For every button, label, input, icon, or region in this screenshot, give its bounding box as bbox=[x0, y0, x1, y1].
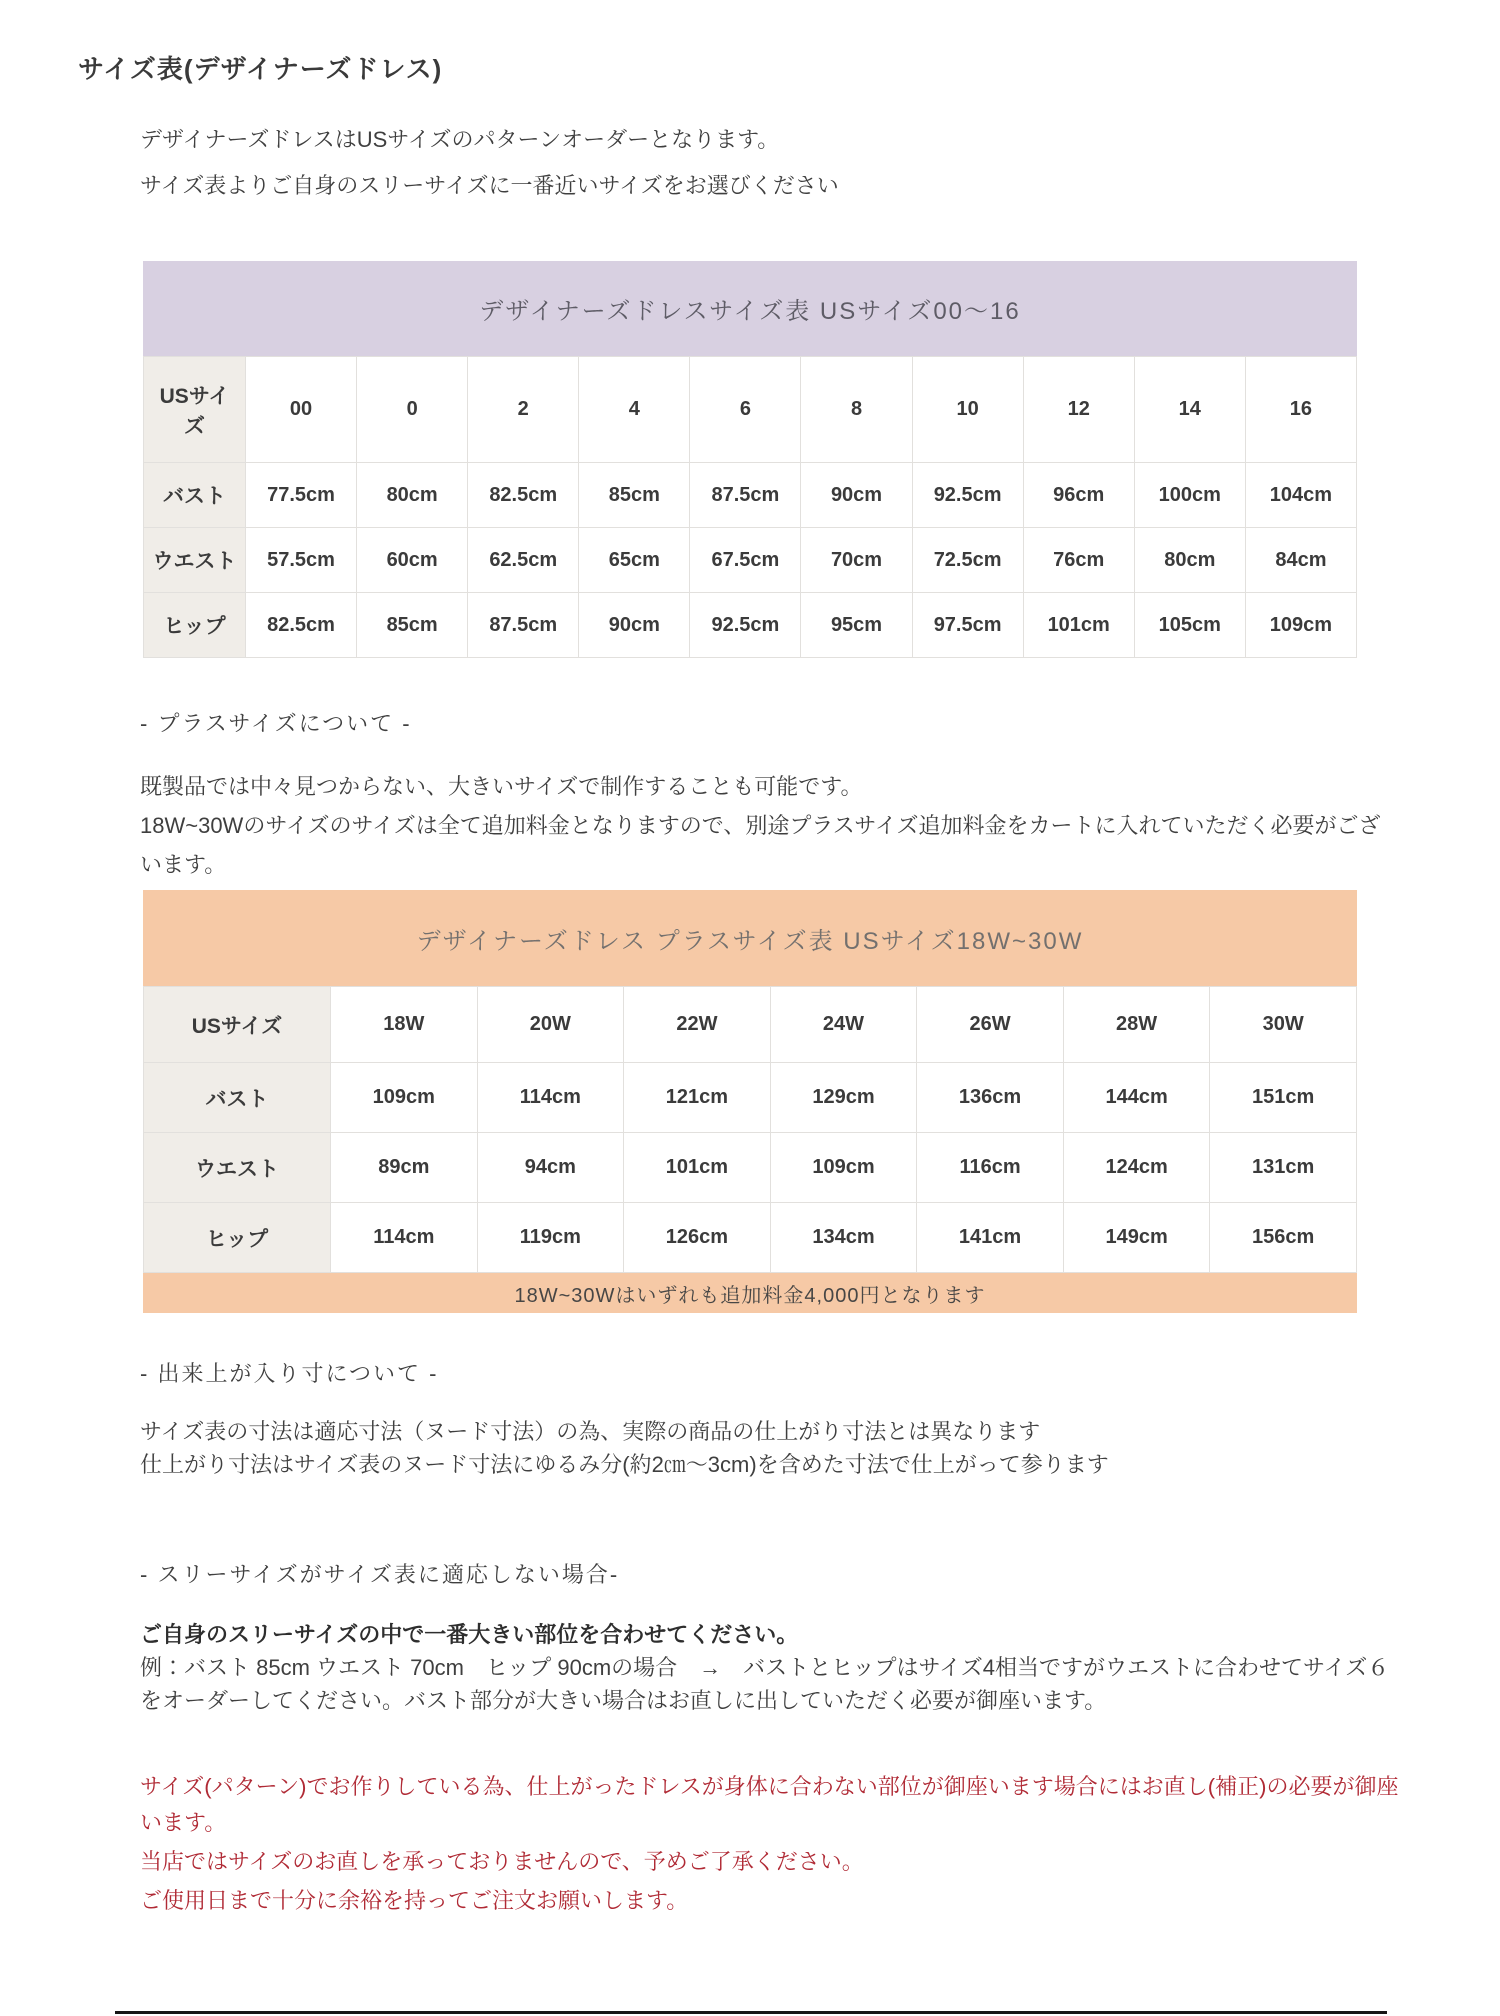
threesize-section-text bbox=[140, 1618, 1400, 1717]
size-cell: 105cm bbox=[1134, 593, 1245, 658]
size-cell: 84cm bbox=[1245, 528, 1356, 593]
intro-line-1: デザイナーズドレスはUSサイズのパターンオーダーとなります。 bbox=[140, 127, 780, 153]
size-cell: 72.5cm bbox=[912, 528, 1023, 593]
size-cell: 65cm bbox=[579, 528, 690, 593]
size-cell: 57.5cm bbox=[246, 528, 357, 593]
size-cell: 149cm bbox=[1063, 1203, 1210, 1273]
finish-text-line-2: 仕上がり寸法はサイズ表のヌード寸法にゆるみ分(約2㎝〜3cm)を含めた寸法で仕上がって参ります bbox=[140, 1452, 1109, 1478]
size-cell: 10 bbox=[912, 357, 1023, 463]
size-cell: 22W bbox=[624, 987, 771, 1063]
standard-size-table-grid bbox=[143, 356, 1357, 658]
size-cell: 20W bbox=[477, 987, 624, 1063]
row-label: ウエスト bbox=[144, 1133, 331, 1203]
plus-size-table bbox=[143, 890, 1357, 1313]
threesize-section-heading: - スリーサイズがサイズ表に適応しない場合- bbox=[140, 1562, 620, 1588]
size-cell: 2 bbox=[468, 357, 579, 463]
size-cell: 119cm bbox=[477, 1203, 624, 1273]
warning-line-3: ご使用日まで十分に余裕を持ってご注文お願いします。 bbox=[140, 1888, 689, 1914]
size-cell: 87.5cm bbox=[690, 463, 801, 528]
size-cell: 8 bbox=[801, 357, 912, 463]
size-cell: 100cm bbox=[1134, 463, 1245, 528]
size-cell: 28W bbox=[1063, 987, 1210, 1063]
size-cell: 92.5cm bbox=[912, 463, 1023, 528]
plus-size-section bbox=[0, 708, 1500, 884]
size-cell: 24W bbox=[770, 987, 917, 1063]
size-cell: 62.5cm bbox=[468, 528, 579, 593]
row-label: バスト bbox=[144, 1063, 331, 1133]
plus-table-header-banner: デザイナーズドレス プラスサイズ表 USサイズ18W~30W bbox=[143, 890, 1357, 986]
size-cell: 104cm bbox=[1245, 463, 1356, 528]
table-row bbox=[144, 463, 1357, 528]
warning-line-1: サイズ(パターン)でお作りしている為、仕上がったドレスが身体に合わない部位が御座います場合にはお直し(補正)の必要が御座います。 bbox=[140, 1774, 1399, 1836]
intro-section bbox=[0, 124, 1500, 201]
size-cell: 109cm bbox=[1245, 593, 1356, 658]
table-row bbox=[144, 528, 1357, 593]
threesize-bold-line: ご自身のスリーサイズの中で一番大きい部位を合わせてください。 bbox=[140, 1622, 799, 1648]
size-cell: 97.5cm bbox=[912, 593, 1023, 658]
table-row bbox=[144, 987, 1357, 1063]
three-size-mismatch-section bbox=[0, 1559, 1500, 1717]
standard-table-header-banner: デザイナーズドレスサイズ表 USサイズ00〜16 bbox=[143, 261, 1357, 356]
row-label: バスト bbox=[144, 463, 246, 528]
row-label: USサイズ bbox=[144, 357, 246, 463]
size-cell: 121cm bbox=[624, 1063, 771, 1133]
size-cell: 0 bbox=[357, 357, 468, 463]
size-cell: 144cm bbox=[1063, 1063, 1210, 1133]
size-cell: 92.5cm bbox=[690, 593, 801, 658]
size-cell: 85cm bbox=[579, 463, 690, 528]
size-cell: 00 bbox=[246, 357, 357, 463]
size-guide-page bbox=[0, 17, 1500, 2016]
plus-text-line-2: 18W~30Wのサイズのサイズは全て追加料金となりますので、別途プラスサイズ追加料金をカートに入れていただく必要がございます。 bbox=[140, 813, 1381, 878]
size-cell: 6 bbox=[690, 357, 801, 463]
size-cell: 77.5cm bbox=[246, 463, 357, 528]
size-cell: 109cm bbox=[770, 1133, 917, 1203]
warning-line-2: 当店ではサイズのお直しを承っておりませんので、予めご了承ください。 bbox=[140, 1849, 864, 1875]
size-cell: 67.5cm bbox=[690, 528, 801, 593]
table-row bbox=[144, 1133, 1357, 1203]
size-cell: 4 bbox=[579, 357, 690, 463]
size-cell: 76cm bbox=[1023, 528, 1134, 593]
table-row bbox=[144, 593, 1357, 658]
finished-dimensions-section bbox=[0, 1358, 1500, 1481]
size-cell: 116cm bbox=[917, 1133, 1064, 1203]
size-cell: 94cm bbox=[477, 1133, 624, 1203]
size-cell: 90cm bbox=[579, 593, 690, 658]
size-cell: 80cm bbox=[357, 463, 468, 528]
intro-line-2: サイズ表よりご自身のスリーサイズに一番近いサイズをお選びください bbox=[140, 173, 839, 199]
size-cell: 151cm bbox=[1210, 1063, 1357, 1133]
size-cell: 126cm bbox=[624, 1203, 771, 1273]
size-cell: 134cm bbox=[770, 1203, 917, 1273]
threesize-example-text: 例：バスト 85cm ウエスト 70cm ヒップ 90cmの場合 → バストとヒップはサイズ4相当ですがウエストに合わせてサイズ６をオーダーしてください。バスト部分が大きい場合はお直しに出していただく必要が御座います。 bbox=[140, 1655, 1390, 1714]
size-cell: 136cm bbox=[917, 1063, 1064, 1133]
size-cell: 18W bbox=[331, 987, 478, 1063]
size-cell: 26W bbox=[917, 987, 1064, 1063]
page-title: サイズ表(デザイナーズドレス) bbox=[78, 54, 443, 85]
size-cell: 156cm bbox=[1210, 1203, 1357, 1273]
finish-text-line-1: サイズ表の寸法は適応寸法（ヌード寸法）の為、実際の商品の仕上がり寸法とは異なります bbox=[140, 1419, 1041, 1445]
finish-section-text bbox=[140, 1415, 1400, 1481]
row-label: ヒップ bbox=[144, 1203, 331, 1273]
size-cell: 141cm bbox=[917, 1203, 1064, 1273]
size-cell: 96cm bbox=[1023, 463, 1134, 528]
size-cell: 60cm bbox=[357, 528, 468, 593]
size-cell: 90cm bbox=[801, 463, 912, 528]
row-label: USサイズ bbox=[144, 987, 331, 1063]
size-cell: 89cm bbox=[331, 1133, 478, 1203]
size-cell: 129cm bbox=[770, 1063, 917, 1133]
size-cell: 95cm bbox=[801, 593, 912, 658]
standard-size-table bbox=[143, 261, 1357, 658]
table-row bbox=[144, 1203, 1357, 1273]
table-row bbox=[144, 357, 1357, 463]
table-row bbox=[144, 1063, 1357, 1133]
size-cell: 87.5cm bbox=[468, 593, 579, 658]
finish-section-heading: - 出来上が入り寸について - bbox=[140, 1361, 439, 1387]
alteration-warning-section bbox=[0, 1769, 1500, 1919]
row-label: ウエスト bbox=[144, 528, 246, 593]
size-cell: 80cm bbox=[1134, 528, 1245, 593]
size-cell: 109cm bbox=[331, 1063, 478, 1133]
size-cell: 124cm bbox=[1063, 1133, 1210, 1203]
plus-size-table-grid bbox=[143, 986, 1357, 1273]
plus-section-text bbox=[140, 767, 1400, 884]
size-cell: 114cm bbox=[477, 1063, 624, 1133]
size-cell: 82.5cm bbox=[246, 593, 357, 658]
size-cell: 12 bbox=[1023, 357, 1134, 463]
size-cell: 85cm bbox=[357, 593, 468, 658]
size-cell: 16 bbox=[1245, 357, 1356, 463]
row-label: ヒップ bbox=[144, 593, 246, 658]
size-cell: 82.5cm bbox=[468, 463, 579, 528]
size-cell: 101cm bbox=[624, 1133, 771, 1203]
size-cell: 30W bbox=[1210, 987, 1357, 1063]
plus-text-line-1: 既製品では中々見つからない、大きいサイズで制作することも可能です。 bbox=[140, 774, 863, 800]
size-cell: 101cm bbox=[1023, 593, 1134, 658]
size-cell: 70cm bbox=[801, 528, 912, 593]
size-cell: 14 bbox=[1134, 357, 1245, 463]
plus-section-heading: - プラスサイズについて - bbox=[140, 711, 412, 737]
size-cell: 131cm bbox=[1210, 1133, 1357, 1203]
bottom-divider bbox=[115, 2011, 1387, 2014]
size-cell: 114cm bbox=[331, 1203, 478, 1273]
plus-table-footer-banner: 18W~30Wはいずれも追加料金4,000円となります bbox=[143, 1273, 1357, 1313]
